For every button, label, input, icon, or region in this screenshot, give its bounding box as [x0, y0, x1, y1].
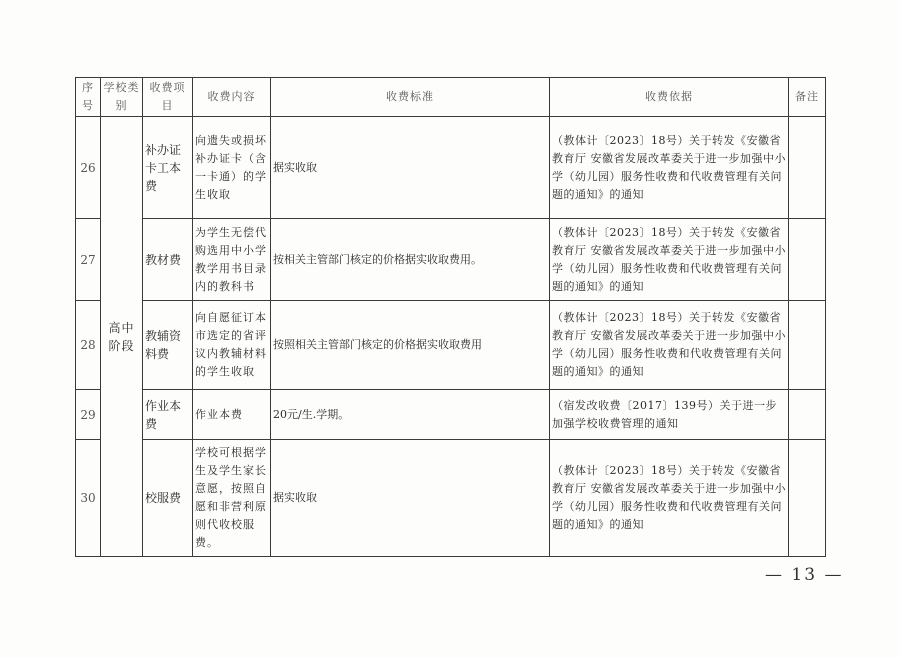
fee-basis: （宿发改收费〔2017〕139号）关于进一步加强学校收费管理的通知: [550, 390, 789, 440]
table-header: [76, 78, 826, 117]
school-category: 高中阶段: [101, 117, 143, 557]
fee-content: 向遗失或损坏补办证卡（含一卡通）的学生收取: [193, 117, 271, 219]
fee-item: 校服费: [143, 440, 193, 557]
row-number: 28: [76, 301, 101, 390]
table-row: [76, 390, 826, 440]
fee-standard: 据实收取: [271, 440, 550, 557]
fee-remark: [789, 301, 826, 390]
fee-item: 教辅资料费: [143, 301, 193, 390]
fee-table: [75, 77, 826, 557]
row-number: 26: [76, 117, 101, 219]
fee-basis: （教体计〔2023〕18号）关于转发《安徽省教育厅 安徽省发展改革委关于进一步加强中小学（幼儿园）服务性收费和代收费管理有关问题的通知》的通知: [550, 219, 789, 301]
fee-basis: （教体计〔2023〕18号）关于转发《安徽省教育厅 安徽省发展改革委关于进一步加强中小学（幼儿园）服务性收费和代收费管理有关问题的通知》的通知: [550, 440, 789, 557]
fee-item: 教材费: [143, 219, 193, 301]
row-number: 27: [76, 219, 101, 301]
fee-remark: [789, 390, 826, 440]
fee-standard: 按照相关主管部门核定的价格据实收取费用: [271, 301, 550, 390]
fee-content: 为学生无偿代购选用中小学教学用书目录内的教科书: [193, 219, 271, 301]
fee-content: 学校可根据学生及学生家长意愿，按照自愿和非营利原则代收校服费。: [193, 440, 271, 557]
table-row: [76, 219, 826, 301]
header-category: 学校类别: [101, 78, 143, 117]
table-row: [76, 440, 826, 557]
row-number: 30: [76, 440, 101, 557]
page-number: — 13 —: [765, 565, 844, 585]
fee-standard: 按相关主管部门核定的价格据实收取费用。: [271, 219, 550, 301]
fee-remark: [789, 219, 826, 301]
fee-item: 补办证卡工本费: [143, 117, 193, 219]
row-number: 29: [76, 390, 101, 440]
table-row: [76, 117, 826, 219]
fee-content: 作业本费: [193, 390, 271, 440]
header-standard: 收费标准: [271, 78, 550, 117]
fee-standard: 据实收取: [271, 117, 550, 219]
header-content: 收费内容: [193, 78, 271, 117]
fee-standard: 20元/生.学期。: [271, 390, 550, 440]
fee-basis: （教体计〔2023〕18号）关于转发《安徽省教育厅 安徽省发展改革委关于进一步加强中小学（幼儿园）服务性收费和代收费管理有关问题的通知》的通知: [550, 301, 789, 390]
fee-remark: [789, 117, 826, 219]
header-item: 收费项目: [143, 78, 193, 117]
fee-remark: [789, 440, 826, 557]
fee-basis: （教体计〔2023〕18号）关于转发《安徽省教育厅 安徽省发展改革委关于进一步加强中小学（幼儿园）服务性收费和代收费管理有关问题的通知》的通知: [550, 117, 789, 219]
header-no: 序号: [76, 78, 101, 117]
header-remark: 备注: [789, 78, 826, 117]
fee-content: 向自愿征订本市选定的省评议内教辅材料的学生收取: [193, 301, 271, 390]
table-row: [76, 301, 826, 390]
fee-item: 作业本费: [143, 390, 193, 440]
header-basis: 收费依据: [550, 78, 789, 117]
